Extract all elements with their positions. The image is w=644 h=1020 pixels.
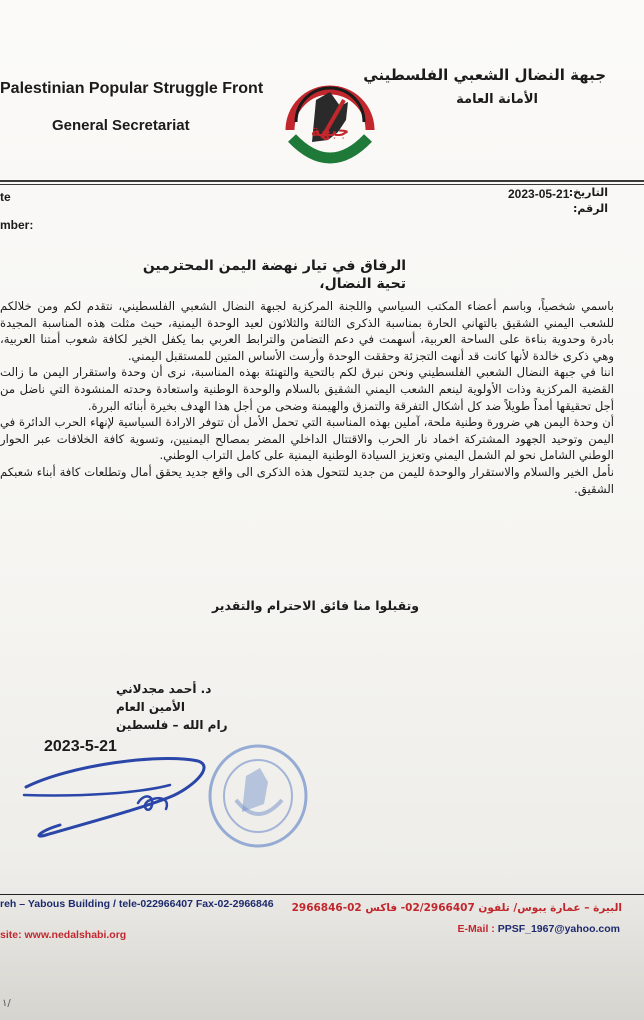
header-rule-thin <box>0 184 644 185</box>
footer-address-arabic: البيرة – عمارة يبوس/ تلفون 02/2966407- فاكس 02-2966846 <box>291 902 622 914</box>
front-logo-icon <box>282 80 378 176</box>
svg-text:جبهة: جبهة <box>310 121 350 140</box>
department-english: General Secretariat <box>52 117 190 134</box>
footer-address-english: reh – Yabous Building / tele-022966407 Fax-02-2966846 <box>0 898 274 910</box>
footer-rule <box>0 894 644 895</box>
email-value[interactable]: PPSF_1967@yahoo.com <box>497 923 620 935</box>
closing-line: وتقبلوا منا فائق الاحترام والتقدير <box>212 598 420 613</box>
signatory-name: د. أحمد مجدلاني <box>116 682 212 696</box>
header-rule <box>0 180 644 182</box>
greeting: تحية النضال، <box>319 276 406 292</box>
number-label-arabic: الرقم: <box>573 202 608 215</box>
footer-email[interactable] <box>457 923 620 935</box>
handwritten-signature-icon <box>20 745 220 845</box>
date-label-english: te <box>0 190 11 204</box>
footer-website[interactable]: site: www.nedalshabi.org <box>0 929 127 941</box>
body-paragraph: نأمل الخير والسلام والاستقرار والوحدة لليمن من جديد لتتحول هذه الذكرى الى واقع جديد يحقق أمال وتطلعات كافة أبناء شعبكم الشقيق. <box>0 464 614 496</box>
body-paragraph: أن وحدة اليمن هي ضرورة وطنية ملحة، آملين بهذه المناسبة التي تحمل الأمل أن تتوفر الارادة السياسية لإنهاء الحرب الدائرة في اليمن وتوحيد الجهود المشتركة اخماد نار الحرب والاقتتال الداخلي المضر بمصالح اليمنيين، وتسوية كافة الخلافات عبر الحوار الوطني الشامل نحو لم الشمل اليمني وتعزيز السيادة الوطنية اليمنية على كامل التراب الوطني. <box>0 415 614 463</box>
email-label: E-Mail : <box>457 923 495 935</box>
signatory-place: رام الله – فلسطين <box>116 718 228 732</box>
number-label-english: mber: <box>0 218 34 232</box>
addressee: الرفاق في تيار نهضة اليمن المحترمين <box>142 258 406 274</box>
body-paragraph: اننا في جبهة النضال الشعبي الفلسطيني ونحن نبرق لكم بالتحية والتهنئة بهذه المناسبة، نرى أن وحدة واستقرار اليمن ما زالت القضية المركزية وذات الأولوية لينعم الشعب اليمني الشقيق بالسلام والوحدة الوطنية واستعادة وحدته المنشودة التي ناضل من أجل تحقيقها أمداً طويلاً ضد كل أشكال التفرقة والتمزق والهيمنة وضحى من أجل هذا الهدف بخيرة أبنائه البررة. <box>0 365 614 413</box>
org-name-english: Palestinian Popular Struggle Front <box>0 80 264 97</box>
department-arabic: الأمانة العامة <box>456 92 538 107</box>
signatory-title: الأمين العام <box>116 700 186 714</box>
letter-body <box>0 298 614 497</box>
signatory-date: 2023-5-21 <box>44 738 117 755</box>
body-paragraph: باسمي شخصياً، وباسم أعضاء المكتب السياسي واللجنة المركزية لجبهة النضال الشعبي الفلسطيني، نتقدم لكم ومن خلالكم للشعب اليمني الشقيق بالتهاني الحارة بمناسبة الذكرى الثالثة والثلاثون لعيد الوحدة اليمنية، حيث مثلت هذه المناسبة المجيدة بادرة وحدوية بناءة على الساحة العربية، أسهمت في دعم التضامن والترابط العربي بما يكفل الخير لكافة شعوب أمتنا العربية، وهي ذكرى خالدة لأنها كانت قد أنهت التجزئة وحققت الوحدة وأرست الأساس المتين للمستقبل اليمني. <box>0 299 614 363</box>
date-label-arabic: التاريخ: <box>568 186 608 199</box>
letter-date: 2023-05-21 <box>508 187 570 201</box>
page-mark: ١/ <box>2 998 11 1009</box>
official-stamp-icon <box>206 742 310 850</box>
org-name-arabic: جبهة النضال الشعبي الفلسطيني <box>363 66 606 84</box>
